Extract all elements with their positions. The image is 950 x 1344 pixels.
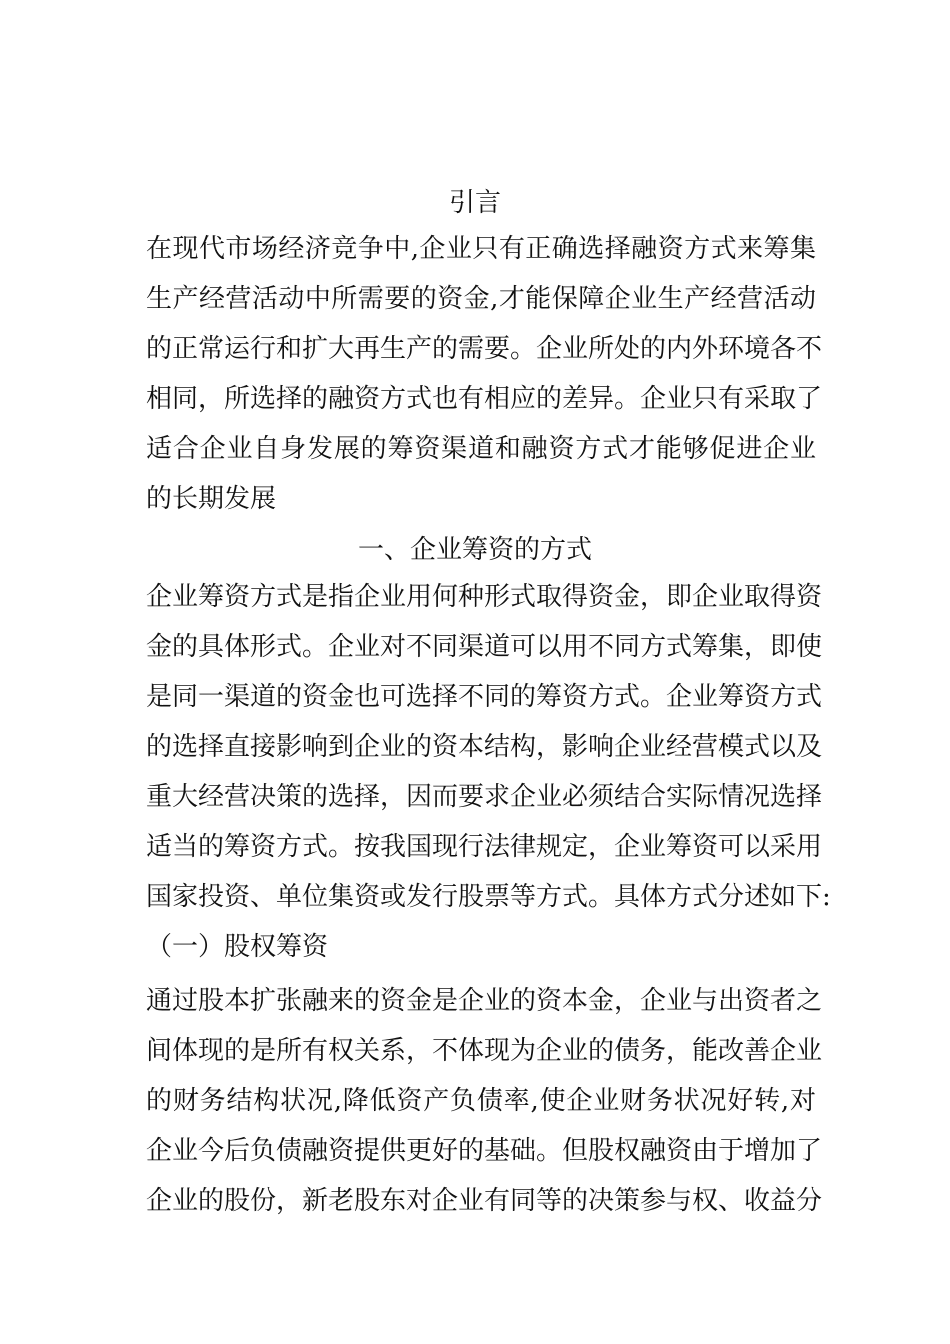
intro-line-1: 在现代市场经济竞争中,企业只有正确选择融资方式来筹集	[146, 234, 816, 264]
intro-line-4: 相同，所选择的融资方式也有相应的差异。企业只有采取了	[146, 384, 823, 414]
section-1-line-1: 企业筹资方式是指企业用何种形式取得资金，即企业取得资	[146, 582, 823, 612]
intro-line-3: 的正常运行和扩大再生产的需要。企业所处的内外环境各不	[146, 334, 823, 364]
subsection-1-line-2: 间体现的是所有权关系，不体现为企业的债务，能改善企业	[146, 1036, 823, 1066]
intro-title: 引言	[448, 188, 501, 218]
subsection-1-line-4: 企业今后负债融资提供更好的基础。但股权融资由于增加了	[146, 1136, 823, 1166]
subsection-1-line-1: 通过股本扩张融来的资金是企业的资本金，企业与出资者之	[146, 986, 823, 1016]
section-1-title: 一、企业筹资的方式	[357, 535, 592, 565]
section-1-line-7: 国家投资、单位集资或发行股票等方式。具体方式分述如下:	[146, 882, 831, 912]
intro-line-5: 适合企业自身发展的筹资渠道和融资方式才能够促进企业	[146, 434, 816, 464]
intro-line-2: 生产经营活动中所需要的资金,才能保障企业生产经营活动	[146, 284, 816, 314]
section-1-line-4: 的选择直接影响到企业的资本结构，影响企业经营模式以及	[146, 732, 823, 762]
section-1-line-3: 是同一渠道的资金也可选择不同的筹资方式。企业筹资方式	[146, 682, 823, 712]
section-1-line-5: 重大经营决策的选择，因而要求企业必须结合实际情况选择	[146, 782, 823, 812]
intro-line-6: 的长期发展	[146, 484, 277, 514]
subsection-1-line-3: 的财务结构状况,降低资产负债率,使企业财务状况好转,对	[146, 1086, 816, 1116]
section-1-line-2: 金的具体形式。企业对不同渠道可以用不同方式筹集，即使	[146, 632, 823, 662]
subsection-1-line-5: 企业的股份，新老股东对企业有同等的决策参与权、收益分	[146, 1186, 823, 1216]
section-1-line-6: 适当的筹资方式。按我国现行法律规定，企业筹资可以采用	[146, 832, 823, 862]
subsection-1-title: （一）股权筹资	[146, 932, 329, 962]
